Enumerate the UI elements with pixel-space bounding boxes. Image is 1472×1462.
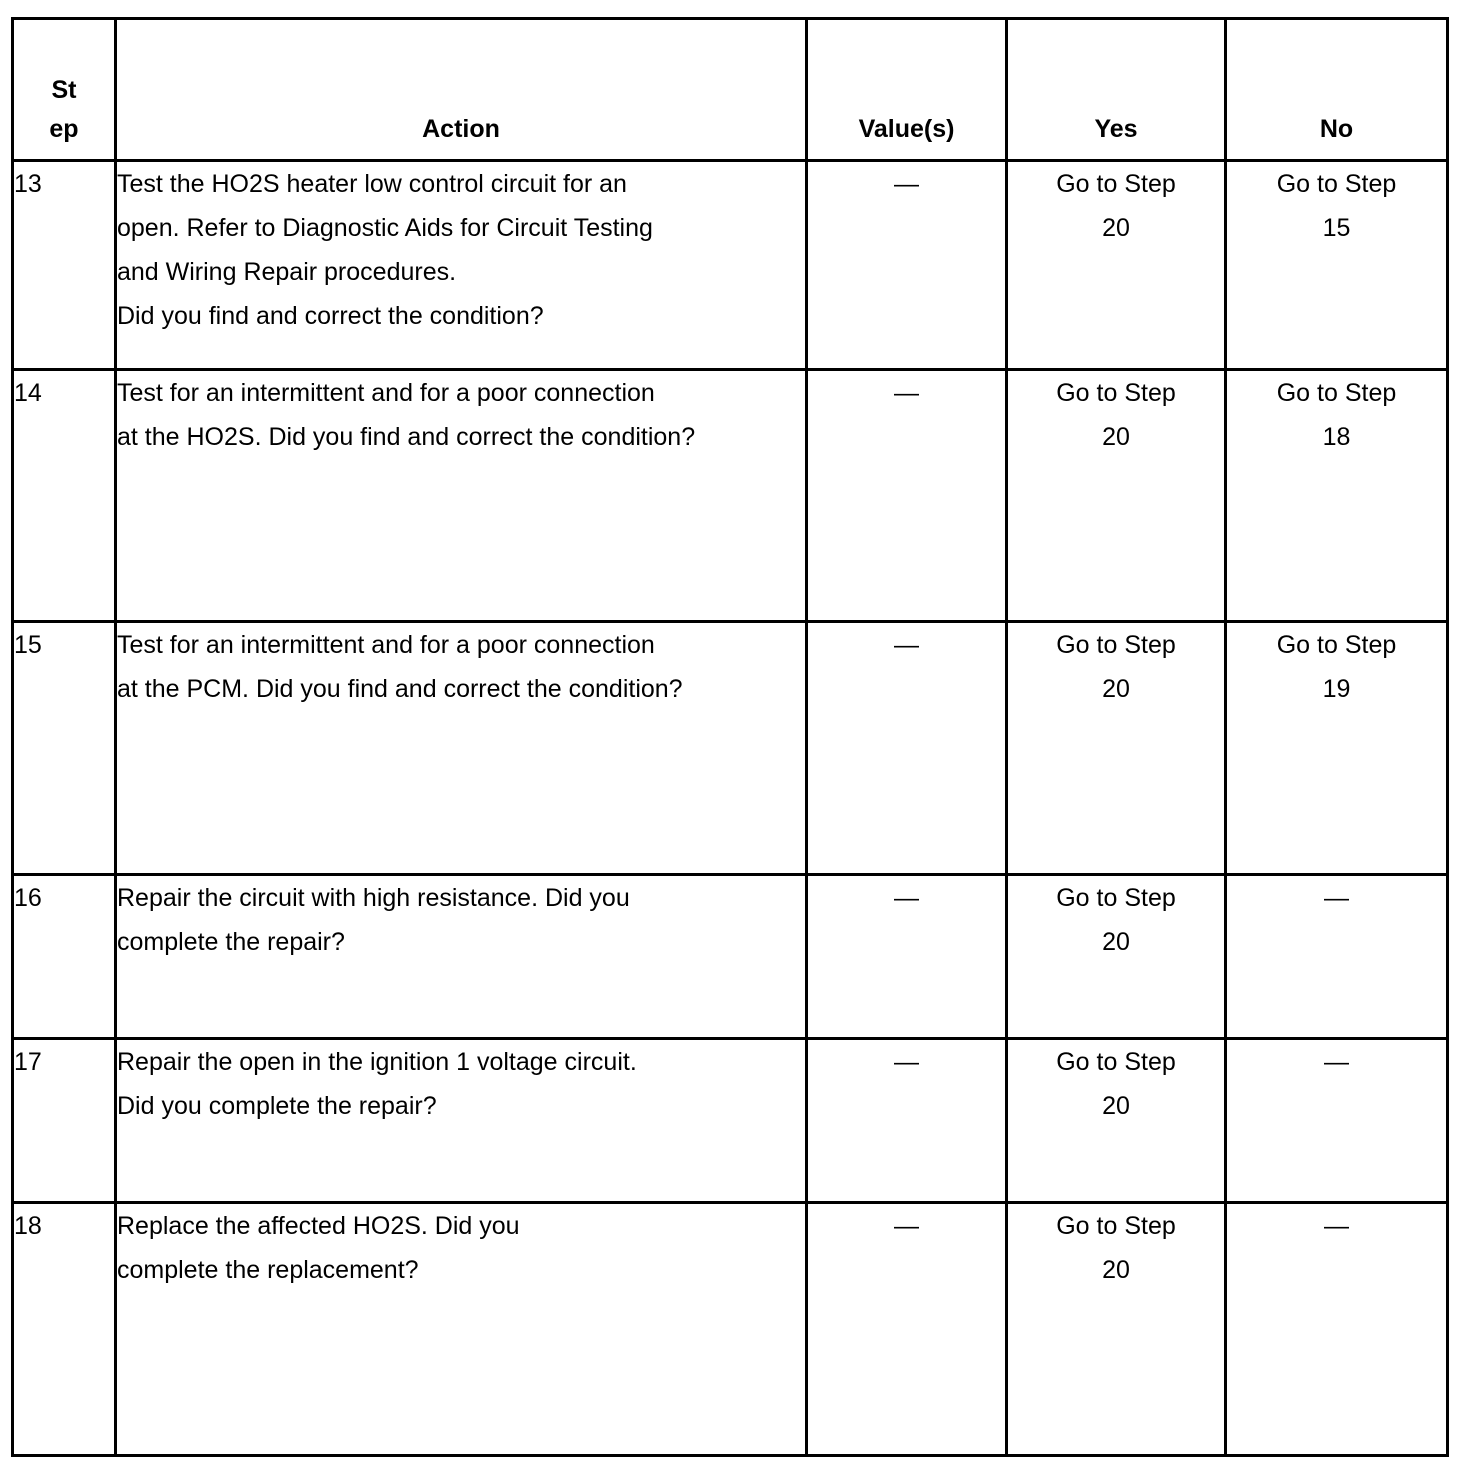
step-number: 17 (13, 1039, 116, 1203)
action-line: open. Refer to Diagnostic Aids for Circuit Testing (117, 214, 653, 242)
header-row (13, 19, 1448, 161)
diagnostic-steps-table (11, 17, 1449, 1457)
action-line: Replace the affected HO2S. Did you (117, 1212, 520, 1240)
header-values: Value(s) (807, 19, 1007, 161)
action-line: Repair the open in the ignition 1 voltage circuit. (117, 1048, 637, 1076)
table-row (13, 370, 1448, 622)
action-line: Repair the circuit with high resistance. Did you (117, 884, 630, 912)
yes-goto-step: 20 (1102, 214, 1130, 242)
no-goto-step: 15 (1322, 214, 1351, 242)
no-goto-label: Go to Step (1276, 379, 1397, 407)
no-cell (1226, 370, 1448, 622)
no-cell: — (1226, 1039, 1448, 1203)
step-number: 15 (13, 622, 116, 875)
yes-goto-label: Go to Step (1056, 884, 1176, 912)
action-line: Test for an intermittent and for a poor connection (117, 631, 655, 659)
action-cell (116, 370, 807, 622)
value-cell: — (807, 1039, 1007, 1203)
yes-cell (1007, 370, 1226, 622)
step-number: 16 (13, 875, 116, 1039)
header-step-line: St (51, 76, 77, 104)
yes-goto-label: Go to Step (1056, 631, 1176, 659)
value-cell: — (807, 1203, 1007, 1456)
action-line: Did you complete the repair? (117, 1092, 437, 1120)
value-cell: — (807, 875, 1007, 1039)
step-number: 14 (13, 370, 116, 622)
yes-cell (1007, 875, 1226, 1039)
yes-goto-step: 20 (1102, 1256, 1130, 1284)
table-row (13, 1039, 1448, 1203)
action-line: Test the HO2S heater low control circuit for an (117, 170, 627, 198)
value-cell: — (807, 622, 1007, 875)
no-goto-step: 18 (1322, 423, 1351, 451)
table-row (13, 875, 1448, 1039)
action-cell (116, 1039, 807, 1203)
table-row (13, 622, 1448, 875)
yes-goto-step: 20 (1102, 423, 1130, 451)
header-step-line: ep (49, 115, 79, 143)
no-cell (1226, 622, 1448, 875)
yes-goto-label: Go to Step (1056, 379, 1176, 407)
step-number: 13 (13, 161, 116, 370)
no-cell: — (1226, 875, 1448, 1039)
yes-goto-step: 20 (1102, 1092, 1130, 1120)
action-line: Test for an intermittent and for a poor connection (117, 379, 655, 407)
action-cell (116, 622, 807, 875)
action-line: and Wiring Repair procedures. (117, 258, 457, 286)
no-cell (1226, 161, 1448, 370)
action-cell (116, 161, 807, 370)
no-goto-label: Go to Step (1276, 631, 1397, 659)
yes-goto-label: Go to Step (1056, 1212, 1176, 1240)
yes-cell (1007, 161, 1226, 370)
action-line: complete the replacement? (117, 1256, 419, 1284)
yes-goto-label: Go to Step (1056, 170, 1176, 198)
table-row (13, 161, 1448, 370)
no-cell: — (1226, 1203, 1448, 1456)
table-row (13, 1203, 1448, 1456)
action-line: at the PCM. Did you find and correct the condition? (117, 675, 683, 703)
yes-cell (1007, 622, 1226, 875)
header-step (13, 19, 116, 161)
action-line: complete the repair? (117, 928, 345, 956)
header-no: No (1226, 19, 1448, 161)
action-line: Did you find and correct the condition? (117, 302, 544, 330)
step-number: 18 (13, 1203, 116, 1456)
yes-cell (1007, 1203, 1226, 1456)
yes-goto-label: Go to Step (1056, 1048, 1176, 1076)
action-cell (116, 875, 807, 1039)
header-yes: Yes (1007, 19, 1226, 161)
value-cell: — (807, 370, 1007, 622)
yes-goto-step: 20 (1102, 928, 1130, 956)
yes-goto-step: 20 (1102, 675, 1130, 703)
action-line: at the HO2S. Did you find and correct the condition? (117, 423, 696, 451)
no-goto-step: 19 (1322, 675, 1351, 703)
no-goto-label: Go to Step (1276, 170, 1397, 198)
yes-cell (1007, 1039, 1226, 1203)
value-cell: — (807, 161, 1007, 370)
action-cell (116, 1203, 807, 1456)
header-action: Action (116, 19, 807, 161)
